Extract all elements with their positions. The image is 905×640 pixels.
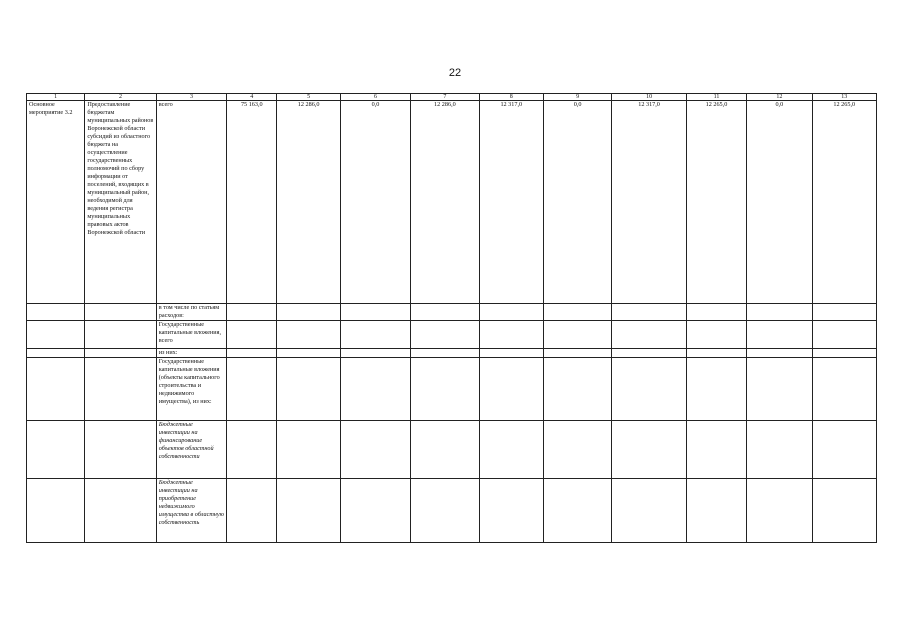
value-cell: 12 286,0 [277,101,340,304]
funding-source: из них: [156,349,226,358]
value-cell: 0,0 [543,101,611,304]
funding-source: Бюджетные инвестиции на финансирование объектов областной собственности [156,421,226,479]
column-number: 5 [277,94,340,101]
column-number: 4 [227,94,277,101]
funding-source: Государственные капитальные вложения, всего [156,321,226,349]
column-number-row [27,94,877,101]
column-number: 2 [85,94,156,101]
value-cell: 0,0 [747,101,812,304]
table-row [27,358,877,421]
funding-source: Государственные капитальные вложения (объекты капитального строительства и недвижимого имущества), из них: [156,358,226,421]
value-cell: 75 163,0 [227,101,277,304]
column-number: 10 [612,94,686,101]
funding-source: в том числе по статьям расходов: [156,304,226,321]
table-row [27,349,877,358]
budget-table [26,93,877,543]
value-cell: 12 317,0 [612,101,686,304]
value-cell: 12 265,0 [686,101,746,304]
table-row [27,421,877,479]
value-cell: 12 317,0 [479,101,543,304]
activity-name: Основное мероприятие 3.2 [27,101,85,304]
column-number: 6 [340,94,410,101]
funding-source: всего [156,101,226,304]
value-cell: 12 265,0 [812,101,877,304]
column-number: 7 [411,94,479,101]
column-number: 3 [156,94,226,101]
table-row [27,101,877,304]
table-row [27,321,877,349]
funding-source: Бюджетные инвестиции на приобретение недвижимого имущества в областную собственность [156,479,226,543]
column-number: 9 [543,94,611,101]
value-cell: 0,0 [340,101,410,304]
column-number: 8 [479,94,543,101]
column-number: 11 [686,94,746,101]
activity-description: Предоставление бюджетам муниципальных районов Воронежской области субсидий из областного бюджета на осуществление государственных полномочий по сбору информации от поселений, входящих в муниципальный район, необходимой для ведения регистра муниципальных правовых актов Воронежской области [85,101,156,304]
column-number: 12 [747,94,812,101]
column-number: 13 [812,94,877,101]
value-cell: 12 286,0 [411,101,479,304]
table-row [27,304,877,321]
page-number: 22 [448,67,462,79]
table-row [27,479,877,543]
column-number: 1 [27,94,85,101]
